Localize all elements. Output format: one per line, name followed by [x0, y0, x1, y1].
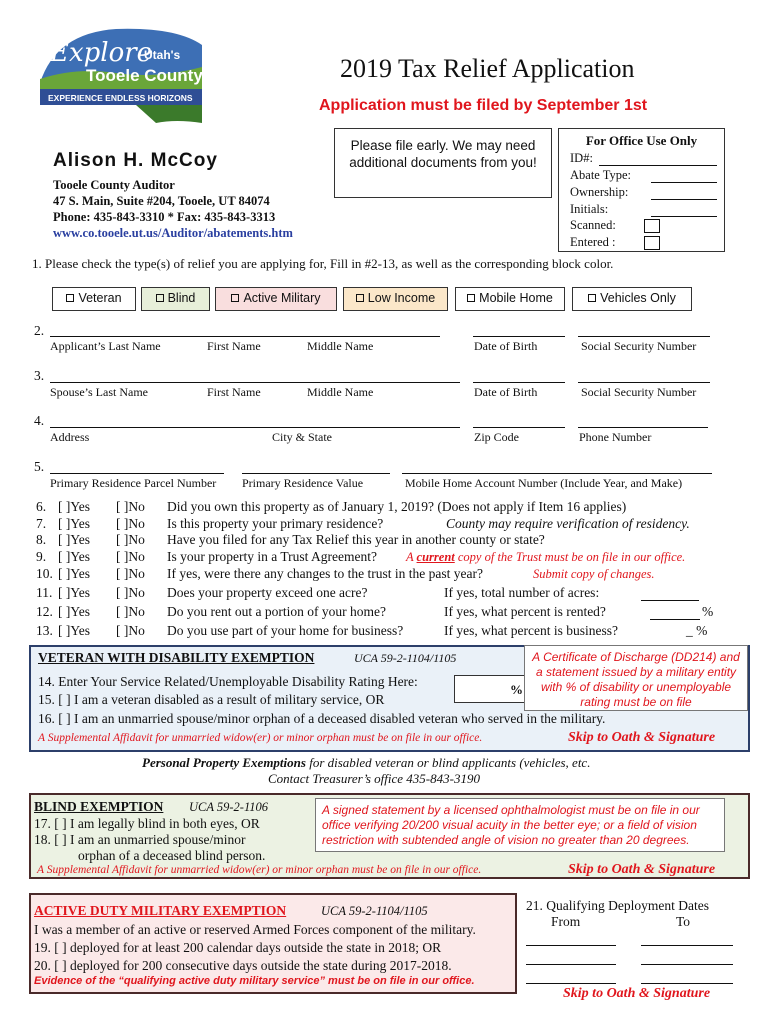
q8-yes-checkbox[interactable]: [ ]Yes: [58, 532, 91, 547]
blind-affidavit-note: A Supplemental Affidavit for unmarried widow(er) or minor orphan must be on file in our office.: [37, 864, 482, 876]
deployment-from-2[interactable]: [526, 964, 616, 965]
deployment-from-3[interactable]: [526, 983, 616, 984]
file-early-note: Please file early. We may need additional documents from you!: [334, 128, 552, 198]
q11-yes-checkbox[interactable]: [ ]Yes: [58, 585, 91, 600]
zip-field[interactable]: [473, 427, 565, 428]
relief-military-checkbox[interactable]: [215, 287, 337, 311]
q17-text[interactable]: 17. [ ] I am legally blind in both eyes, OR: [34, 816, 260, 831]
q12-text: Do you rent out a portion of your home?: [167, 604, 386, 619]
q9-note-post: copy of the Trust must be on file in our office.: [454, 550, 686, 564]
q12-number: 12.: [36, 604, 53, 619]
q12-right-text: If yes, what percent is rented?: [444, 604, 606, 619]
spouse-name-field[interactable]: [50, 382, 460, 383]
q7-no-checkbox[interactable]: [ ]No: [116, 516, 145, 531]
q10-text: If yes, were there any changes to the trust in the past year?: [167, 566, 483, 581]
label-dob: Date of Birth: [474, 339, 538, 353]
military-uca: UCA 59-2-1104/1105: [321, 904, 428, 918]
military-member-text: I was a member of an active or reserved Armed Forces component of the military.: [34, 922, 476, 937]
deployment-to-3[interactable]: [641, 983, 733, 984]
personal-property-rest: for disabled veteran or blind applicants (vehicles, etc.: [305, 755, 591, 770]
label-spouse-last: Spouse’s Last Name: [50, 385, 148, 399]
relief-label: Vehicles Only: [600, 291, 676, 305]
q8-no-checkbox[interactable]: [ ]No: [116, 532, 145, 547]
checkbox-icon: [156, 294, 164, 302]
q12-no-checkbox[interactable]: [ ]No: [116, 604, 145, 619]
q7-number: 7.: [36, 516, 47, 531]
relief-label: Active Military: [243, 291, 321, 305]
label-first-name: First Name: [207, 385, 261, 399]
q16-text[interactable]: 16. [ ] I am an unmarried spouse/minor orphan of a deceased disabled veteran who served in the military.: [38, 711, 606, 726]
q13-no-checkbox[interactable]: [ ]No: [116, 623, 145, 638]
q9-yes-checkbox[interactable]: [ ]Yes: [58, 549, 91, 564]
q19-text[interactable]: 19. [ ] deployed for at least 200 calendar days outside the state in 2018; OR: [34, 940, 442, 955]
veteran-affidavit-note: A Supplemental Affidavit for unmarried widow(er) or minor orphan must be on file in our office.: [38, 732, 483, 744]
blind-document-note: A signed statement by a licensed ophthalmologist must be on file in our office verifying 20/200 visual acuity in the better eye; or a field of vision restriction with subtended angle of vision no greater than 20 degrees.: [315, 798, 725, 852]
office-abate-label: Abate Type:: [570, 168, 632, 182]
logo-utahs: Utah's: [144, 48, 181, 62]
office-ownership-label: Ownership:: [570, 185, 629, 199]
q6-yes-checkbox[interactable]: [ ]Yes: [58, 499, 91, 514]
logo-explore: Explore: [50, 38, 153, 68]
spouse-ssn-field[interactable]: [578, 382, 710, 383]
office-id-label: ID#:: [570, 151, 593, 165]
checkbox-icon: [467, 294, 475, 302]
q12-unit: %: [702, 604, 714, 619]
field-num-4: 4.: [34, 413, 45, 428]
q7-text: Is this property your primary residence?: [167, 516, 384, 531]
parcel-field[interactable]: [50, 473, 224, 474]
q13-right-text: If yes, what percent is business?: [444, 623, 618, 638]
field-num-3: 3.: [34, 368, 45, 383]
label-ssn: Social Security Number: [581, 385, 697, 399]
logo-county: Tooele County: [86, 66, 203, 85]
veteran-uca: UCA 59-2-1104/1105: [354, 651, 457, 665]
office-initials-label: Initials:: [570, 202, 609, 216]
q14-text: 14. Enter Your Service Related/Unemployable Disability Rating Here:: [38, 674, 418, 689]
q10-number: 10.: [36, 566, 53, 581]
deployment-from-1[interactable]: [526, 945, 616, 946]
rent-percent-field[interactable]: [650, 619, 700, 620]
auditor-address: 47 S. Main, Suite #204, Tooele, UT 84074: [53, 194, 270, 208]
veteran-skip-link[interactable]: Skip to Oath & Signature: [568, 730, 716, 745]
office-initials-field[interactable]: [651, 216, 717, 217]
q18-text[interactable]: 18. [ ] I am an unmarried spouse/minor: [34, 832, 246, 847]
q20-text[interactable]: 20. [ ] deployed for 200 consecutive days outside the state during 2017-2018.: [34, 958, 452, 973]
deployment-to-1[interactable]: [641, 945, 733, 946]
page-title: 2019 Tax Relief Application: [340, 54, 635, 83]
personal-property-bold: Personal Property Exemptions: [142, 755, 306, 770]
label-parcel: Primary Residence Parcel Number: [50, 476, 217, 490]
county-logo: [36, 23, 206, 125]
auditor-url-link[interactable]: www.co.tooele.ut.us/Auditor/abatements.htm: [53, 226, 293, 240]
relief-type-instruction: 1. Please check the type(s) of relief you are applying for, Fill in #2-13, as well as the corresponding block color.: [32, 256, 614, 271]
office-use-heading: For Office Use Only: [585, 133, 698, 148]
office-ownership-field[interactable]: [651, 199, 717, 200]
checkbox-icon: [356, 294, 364, 302]
office-use-box: [558, 128, 725, 252]
q11-right-text: If yes, total number of acres:: [444, 585, 600, 600]
acres-field[interactable]: [641, 600, 699, 601]
q10-yes-checkbox[interactable]: [ ]Yes: [58, 566, 91, 581]
label-phone: Phone Number: [579, 430, 652, 444]
q9-number: 9.: [36, 549, 47, 564]
rating-percent: %: [510, 682, 523, 697]
mobile-account-field[interactable]: [402, 473, 712, 474]
relief-label: Veteran: [78, 291, 122, 305]
q18-text-cont: orphan of a deceased blind person.: [78, 848, 266, 863]
q8-number: 8.: [36, 532, 47, 547]
personal-property-note: [142, 755, 590, 771]
q9-text: Is your property in a Trust Agreement?: [167, 549, 377, 564]
auditor-name: Alison H. McCoy: [53, 150, 218, 171]
q9-no-checkbox[interactable]: [ ]No: [116, 549, 145, 564]
treasurer-contact: Contact Treasurer’s office 435-843-3190: [268, 771, 480, 786]
military-skip-link[interactable]: Skip to Oath & Signature: [563, 986, 711, 1001]
checkbox-icon: [588, 294, 596, 302]
label-ssn: Social Security Number: [581, 339, 697, 353]
veteran-document-note: A Certificate of Discharge (DD214) and a statement issued by a military entity with % of disability or unemployable rating must be on file: [524, 645, 748, 711]
label-dob: Date of Birth: [474, 385, 538, 399]
office-entered-checkbox[interactable]: [644, 236, 660, 250]
q6-text: Did you own this property as of January 1, 2019? (Does not apply if Item 16 applies): [167, 499, 627, 514]
logo-tagline: EXPERIENCE ENDLESS HORIZONS: [48, 93, 193, 103]
relief-veteran-checkbox[interactable]: [52, 287, 136, 311]
label-city-state: City & State: [272, 430, 332, 444]
q11-number: 11.: [36, 585, 53, 600]
label-zip: Zip Code: [474, 430, 519, 444]
relief-mobile-home-checkbox[interactable]: [455, 287, 565, 311]
checkbox-icon: [231, 294, 239, 302]
q6-no-checkbox[interactable]: [ ]No: [116, 499, 145, 514]
military-evidence-note: Evidence of the “qualifying active duty military service” must be on file in our office.: [34, 975, 475, 987]
label-mobile: Mobile Home Account Number (Include Year, and Make): [405, 476, 683, 490]
q13-yes-checkbox[interactable]: [ ]Yes: [58, 623, 91, 638]
label-middle-name: Middle Name: [307, 385, 374, 399]
veteran-exemption-section: [29, 645, 750, 752]
office-scanned-checkbox[interactable]: [644, 219, 660, 233]
deployment-to-2[interactable]: [641, 964, 733, 965]
q6-number: 6.: [36, 499, 47, 514]
q13-unit: _ %: [686, 623, 708, 638]
veteran-heading: VETERAN WITH DISABILITY EXEMPTION: [38, 650, 315, 665]
label-middle-name: Middle Name: [307, 339, 374, 353]
applicant-ssn-field[interactable]: [578, 336, 710, 337]
auditor-role: Tooele County Auditor: [53, 178, 175, 192]
address-field[interactable]: [50, 427, 460, 428]
auditor-phone: Phone: 435-843-3310 * Fax: 435-843-3313: [53, 210, 276, 224]
office-id-field[interactable]: [599, 165, 717, 166]
q7-yes-checkbox[interactable]: [ ]Yes: [58, 516, 91, 531]
relief-low-income-checkbox[interactable]: [343, 287, 448, 311]
office-abate-field[interactable]: [651, 182, 717, 183]
label-address: Address: [50, 430, 90, 444]
q13-number: 13.: [36, 623, 53, 638]
blind-exemption-section: [29, 793, 750, 879]
phone-field[interactable]: [578, 427, 708, 428]
blind-heading: BLIND EXEMPTION: [34, 799, 164, 814]
q11-text: Does your property exceed one acre?: [167, 585, 368, 600]
spouse-dob-field[interactable]: [473, 382, 565, 383]
military-heading: ACTIVE DUTY MILITARY EXEMPTION: [34, 903, 287, 918]
label-value: Primary Residence Value: [242, 476, 364, 490]
q10-no-checkbox[interactable]: [ ]No: [116, 566, 145, 581]
q15-text[interactable]: 15. [ ] I am a veteran disabled as a result of military service, OR: [38, 692, 385, 707]
blind-skip-link[interactable]: Skip to Oath & Signature: [568, 862, 716, 877]
applicant-name-field[interactable]: [50, 336, 440, 337]
relief-blind-checkbox[interactable]: [141, 287, 210, 311]
q12-yes-checkbox[interactable]: [ ]Yes: [58, 604, 91, 619]
label-applicant-last: Applicant’s Last Name: [50, 339, 161, 353]
relief-label: Mobile Home: [479, 291, 553, 305]
q7-note: County may require verification of residency.: [446, 516, 690, 531]
q11-no-checkbox[interactable]: [ ]No: [116, 585, 145, 600]
q10-note: Submit copy of changes.: [533, 567, 655, 581]
q8-text: Have you filed for any Tax Relief this year in another county or state?: [167, 532, 545, 547]
office-entered-label: Entered :: [570, 235, 616, 249]
q9-note: [406, 550, 685, 565]
applicant-dob-field[interactable]: [473, 336, 565, 337]
label-first-name: First Name: [207, 339, 261, 353]
field-num-2: 2.: [34, 323, 45, 338]
relief-label: Blind: [167, 291, 196, 305]
to-label: To: [676, 914, 691, 929]
q21-text: 21. Qualifying Deployment Dates: [526, 898, 709, 913]
military-exemption-section: [29, 893, 517, 994]
relief-label: Low Income: [367, 291, 436, 305]
q9-note-pre: A: [406, 550, 417, 564]
checkbox-icon: [66, 294, 74, 302]
office-scanned-label: Scanned:: [570, 218, 616, 232]
field-num-5: 5.: [34, 459, 45, 474]
from-label: From: [551, 914, 581, 929]
disability-rating-field[interactable]: [454, 675, 534, 703]
filing-deadline: Application must be filed by September 1st: [319, 97, 648, 114]
blind-uca: UCA 59-2-1106: [189, 800, 269, 814]
q9-note-emphasis: current: [416, 550, 455, 564]
value-field[interactable]: [242, 473, 390, 474]
q13-text: Do you use part of your home for business?: [167, 623, 404, 638]
relief-vehicles-checkbox[interactable]: [572, 287, 692, 311]
